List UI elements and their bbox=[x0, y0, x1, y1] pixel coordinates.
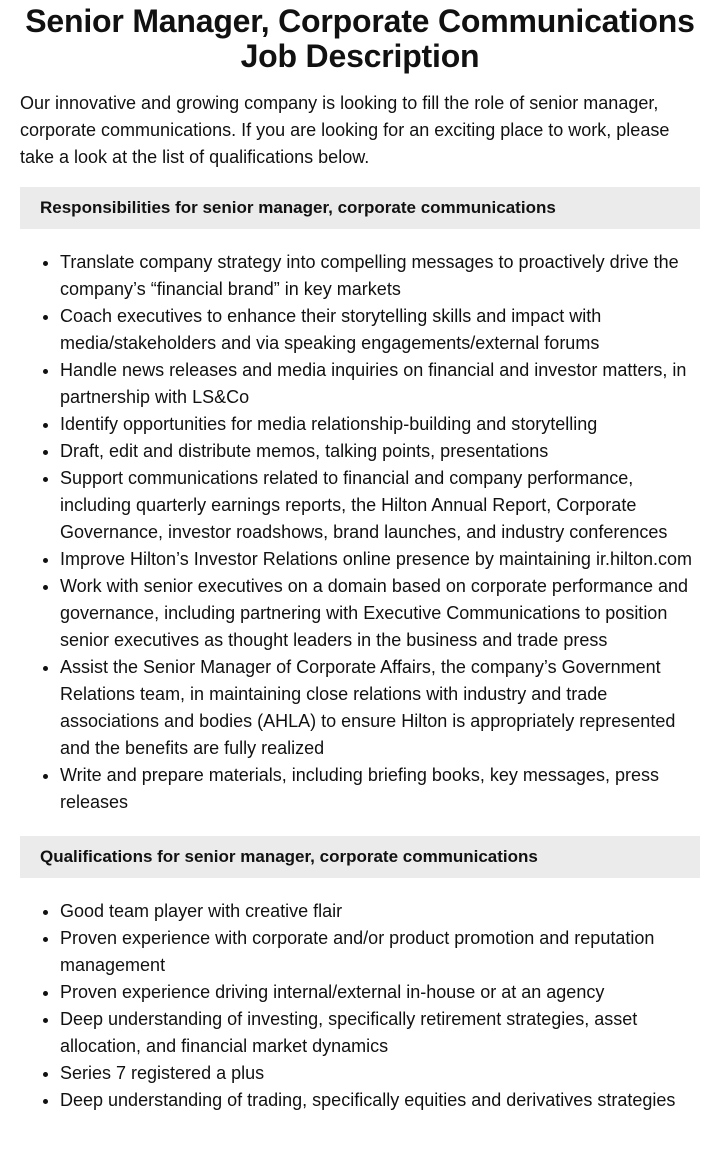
list-item: • Deep understanding of trading, specifically equities and derivatives strategies bbox=[60, 1087, 700, 1114]
list-item: • Draft, edit and distribute memos, talking points, presentations bbox=[60, 438, 700, 465]
page-title-line-2: Job Description bbox=[240, 38, 480, 74]
qualifications-header: Qualifications for senior manager, corporate communications bbox=[20, 836, 700, 878]
list-item: • Proven experience with corporate and/or product promotion and reputation management bbox=[60, 925, 700, 979]
list-item: • Identify opportunities for media relationship-building and storytelling bbox=[60, 411, 700, 438]
list-item: • Assist the Senior Manager of Corporate Affairs, the company’s Government Relations team, in maintaining close relations with industry and trade associations and bodies (AHLA) to ensure Hilton is appropriately represented and the benefits are fully realized bbox=[60, 654, 700, 762]
list-item: • Good team player with creative flair bbox=[60, 898, 700, 925]
list-item: • Write and prepare materials, including briefing books, key messages, press releases bbox=[60, 762, 700, 816]
list-item: • Handle news releases and media inquiries on financial and investor matters, in partnership with LS&Co bbox=[60, 357, 700, 411]
list-item: • Translate company strategy into compelling messages to proactively drive the company’s “financial brand” in key markets bbox=[60, 249, 700, 303]
list-item: • Proven experience driving internal/external in-house or at an agency bbox=[60, 979, 700, 1006]
responsibilities-list bbox=[20, 249, 700, 816]
page-title-line-1: Senior Manager, Corporate Communications bbox=[25, 3, 695, 39]
list-item: • Coach executives to enhance their storytelling skills and impact with media/stakeholders and via speaking engagements/external forums bbox=[60, 303, 700, 357]
list-item: • Series 7 registered a plus bbox=[60, 1060, 700, 1087]
qualifications-list bbox=[20, 898, 700, 1114]
intro-paragraph: Our innovative and growing company is looking to fill the role of senior manager, corporate communications. If you are looking for an exciting place to work, please take a look at the list of qualifications below. bbox=[20, 93, 670, 167]
list-item: • Deep understanding of investing, specifically retirement strategies, asset allocation, and financial market dynamics bbox=[60, 1006, 700, 1060]
list-item: • Work with senior executives on a domain based on corporate performance and governance, including partnering with Executive Communications to position senior executives as thought leaders in the business and trade press bbox=[60, 573, 700, 654]
responsibilities-header: Responsibilities for senior manager, corporate communications bbox=[20, 187, 700, 229]
list-item: • Improve Hilton’s Investor Relations online presence by maintaining ir.hilton.com bbox=[60, 546, 700, 573]
page-title bbox=[20, 0, 700, 74]
list-item: • Support communications related to financial and company performance, including quarterly earnings reports, the Hilton Annual Report, Corporate Governance, investor roadshows, brand launches, and industry conferences bbox=[60, 465, 700, 546]
